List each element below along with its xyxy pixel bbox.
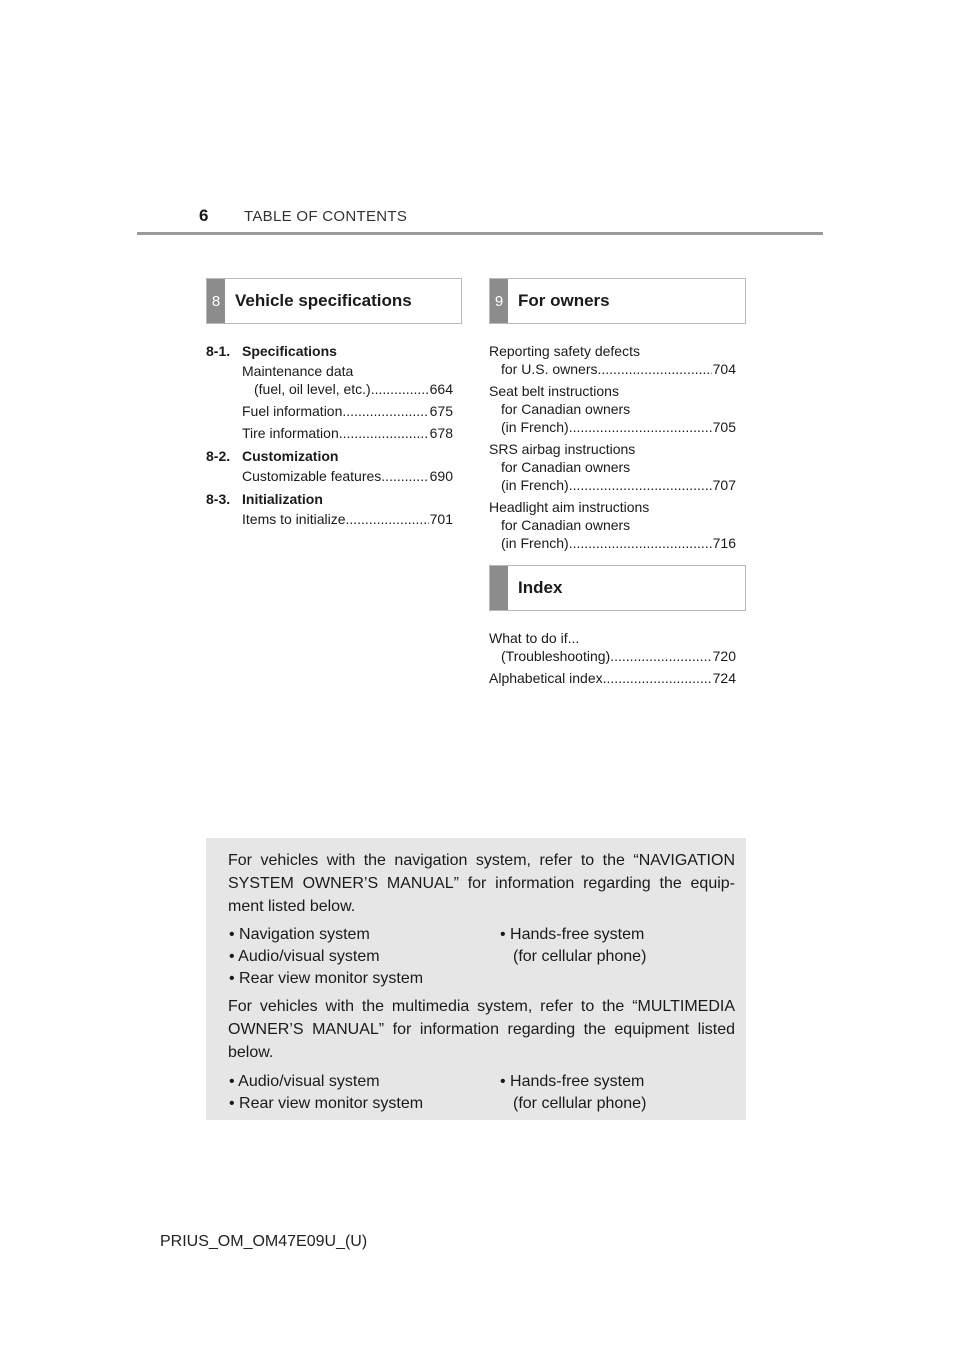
toc-entry-label: Reporting safety defects xyxy=(489,343,640,359)
toc-page-number: 720 xyxy=(712,648,736,664)
toc-entry-label: for Canadian owners xyxy=(501,401,631,417)
page-title: TABLE OF CONTENTS xyxy=(244,208,408,225)
section-header-index xyxy=(489,565,746,611)
toc-entry-label: for U.S. owners xyxy=(501,361,598,377)
toc-entry-label: Headlight aim instructions xyxy=(489,499,650,515)
section-number-tab: 8 xyxy=(207,279,225,323)
section-number-tab xyxy=(490,566,508,610)
toc-page-number: 701 xyxy=(429,511,453,527)
bullet-item: • Rear view monitor system xyxy=(229,970,424,987)
toc-for-owners xyxy=(489,342,736,552)
bullet-item: • Navigation system xyxy=(229,926,370,943)
section-number-tab: 9 xyxy=(490,279,508,323)
toc-entry-headlight-aim-instructions[interactable] xyxy=(489,498,736,552)
toc-entry-label: SRS airbag instructions xyxy=(489,441,636,457)
toc-entry-maintenance-data[interactable] xyxy=(206,362,453,398)
toc-entry-label: (fuel, oil level, etc.) xyxy=(254,381,371,397)
toc-entry-label: Tire information xyxy=(242,425,339,441)
toc-entry-what-to-do-if[interactable] xyxy=(489,629,736,665)
toc-entry-label: Items to initialize xyxy=(242,511,346,527)
bullet-item-continuation: (for cellular phone) xyxy=(513,1095,647,1112)
toc-entry-alphabetical-index[interactable] xyxy=(489,669,736,687)
info-note-box xyxy=(206,838,746,1120)
section-title: For owners xyxy=(518,291,610,310)
toc-entry-label: What to do if... xyxy=(489,630,580,646)
toc-entry-label: Customizable features xyxy=(242,468,382,484)
toc-entry-items-to-initialize[interactable] xyxy=(206,510,453,528)
toc-entry-label: for Canadian owners xyxy=(501,459,631,475)
toc-page-number: 675 xyxy=(429,403,453,419)
toc-entry-label: (in French) xyxy=(501,419,569,435)
toc-entry-label: for Canadian owners xyxy=(501,517,631,533)
toc-group-title: Specifications xyxy=(242,343,337,359)
toc-entry-label: Fuel information xyxy=(242,403,343,419)
toc-page-number: 704 xyxy=(712,361,736,377)
toc-page-number: 690 xyxy=(429,468,453,484)
toc-entry-customizable-features[interactable] xyxy=(206,467,453,485)
toc-group-title: Initialization xyxy=(242,491,323,507)
toc-group-title: Customization xyxy=(242,448,339,464)
toc-group-number: 8-1. xyxy=(206,343,231,359)
toc-page-number: 705 xyxy=(712,419,736,435)
toc-page-number: 724 xyxy=(712,670,736,686)
toc-entry-label: Seat belt instructions xyxy=(489,383,619,399)
toc-page-number: 678 xyxy=(429,425,453,441)
page-number: 6 xyxy=(199,206,209,225)
navigation-note-text: For vehicles with the navigation system, refer to the “NAVIGATION SYSTEM OWNER’S MANUAL” for information regarding the equip- ment listed below. xyxy=(228,852,735,915)
toc-group-number: 8-3. xyxy=(206,491,231,507)
toc-entry-tire-information[interactable] xyxy=(206,424,453,442)
section-header-vehicle-specifications xyxy=(206,278,462,324)
section-title: Index xyxy=(518,578,563,597)
toc-page-number: 707 xyxy=(712,477,736,493)
bullet-item-continuation: (for cellular phone) xyxy=(513,948,647,965)
toc-entry-reporting-safety-defects[interactable] xyxy=(489,342,736,378)
bullet-item: • Audio/visual system xyxy=(229,948,380,965)
toc-index xyxy=(489,629,736,687)
toc-page-number: 664 xyxy=(429,381,453,397)
toc-entry-label: (in French) xyxy=(501,477,569,493)
section-header-for-owners xyxy=(489,278,746,324)
bullet-item: • Rear view monitor system xyxy=(229,1095,424,1112)
toc-entry-label: Alphabetical index xyxy=(489,670,603,686)
document-id: PRIUS_OM_OM47E09U_(U) xyxy=(160,1233,368,1250)
toc-entry-label: (Troubleshooting) xyxy=(501,648,611,664)
header-divider xyxy=(137,232,823,235)
toc-entry-srs-airbag-instructions[interactable] xyxy=(489,440,736,494)
bullet-item: • Audio/visual system xyxy=(229,1073,380,1090)
bullet-item: • Hands-free system xyxy=(500,1073,645,1090)
toc-page-number: 716 xyxy=(712,535,736,551)
multimedia-note-text: For vehicles with the multimedia system, refer to the “MULTIMEDIA OWNER’S MANUAL” for information regarding the equipment listed below. xyxy=(228,998,735,1061)
toc-entry-label: Maintenance data xyxy=(242,363,354,379)
toc-entry-seat-belt-instructions[interactable] xyxy=(489,382,736,436)
toc-vehicle-specifications xyxy=(206,342,453,528)
toc-entry-label: (in French) xyxy=(501,535,569,551)
bullet-item: • Hands-free system xyxy=(500,926,645,943)
toc-entry-fuel-information[interactable] xyxy=(206,402,453,420)
section-title: Vehicle specifications xyxy=(235,291,412,310)
toc-group-number: 8-2. xyxy=(206,448,231,464)
